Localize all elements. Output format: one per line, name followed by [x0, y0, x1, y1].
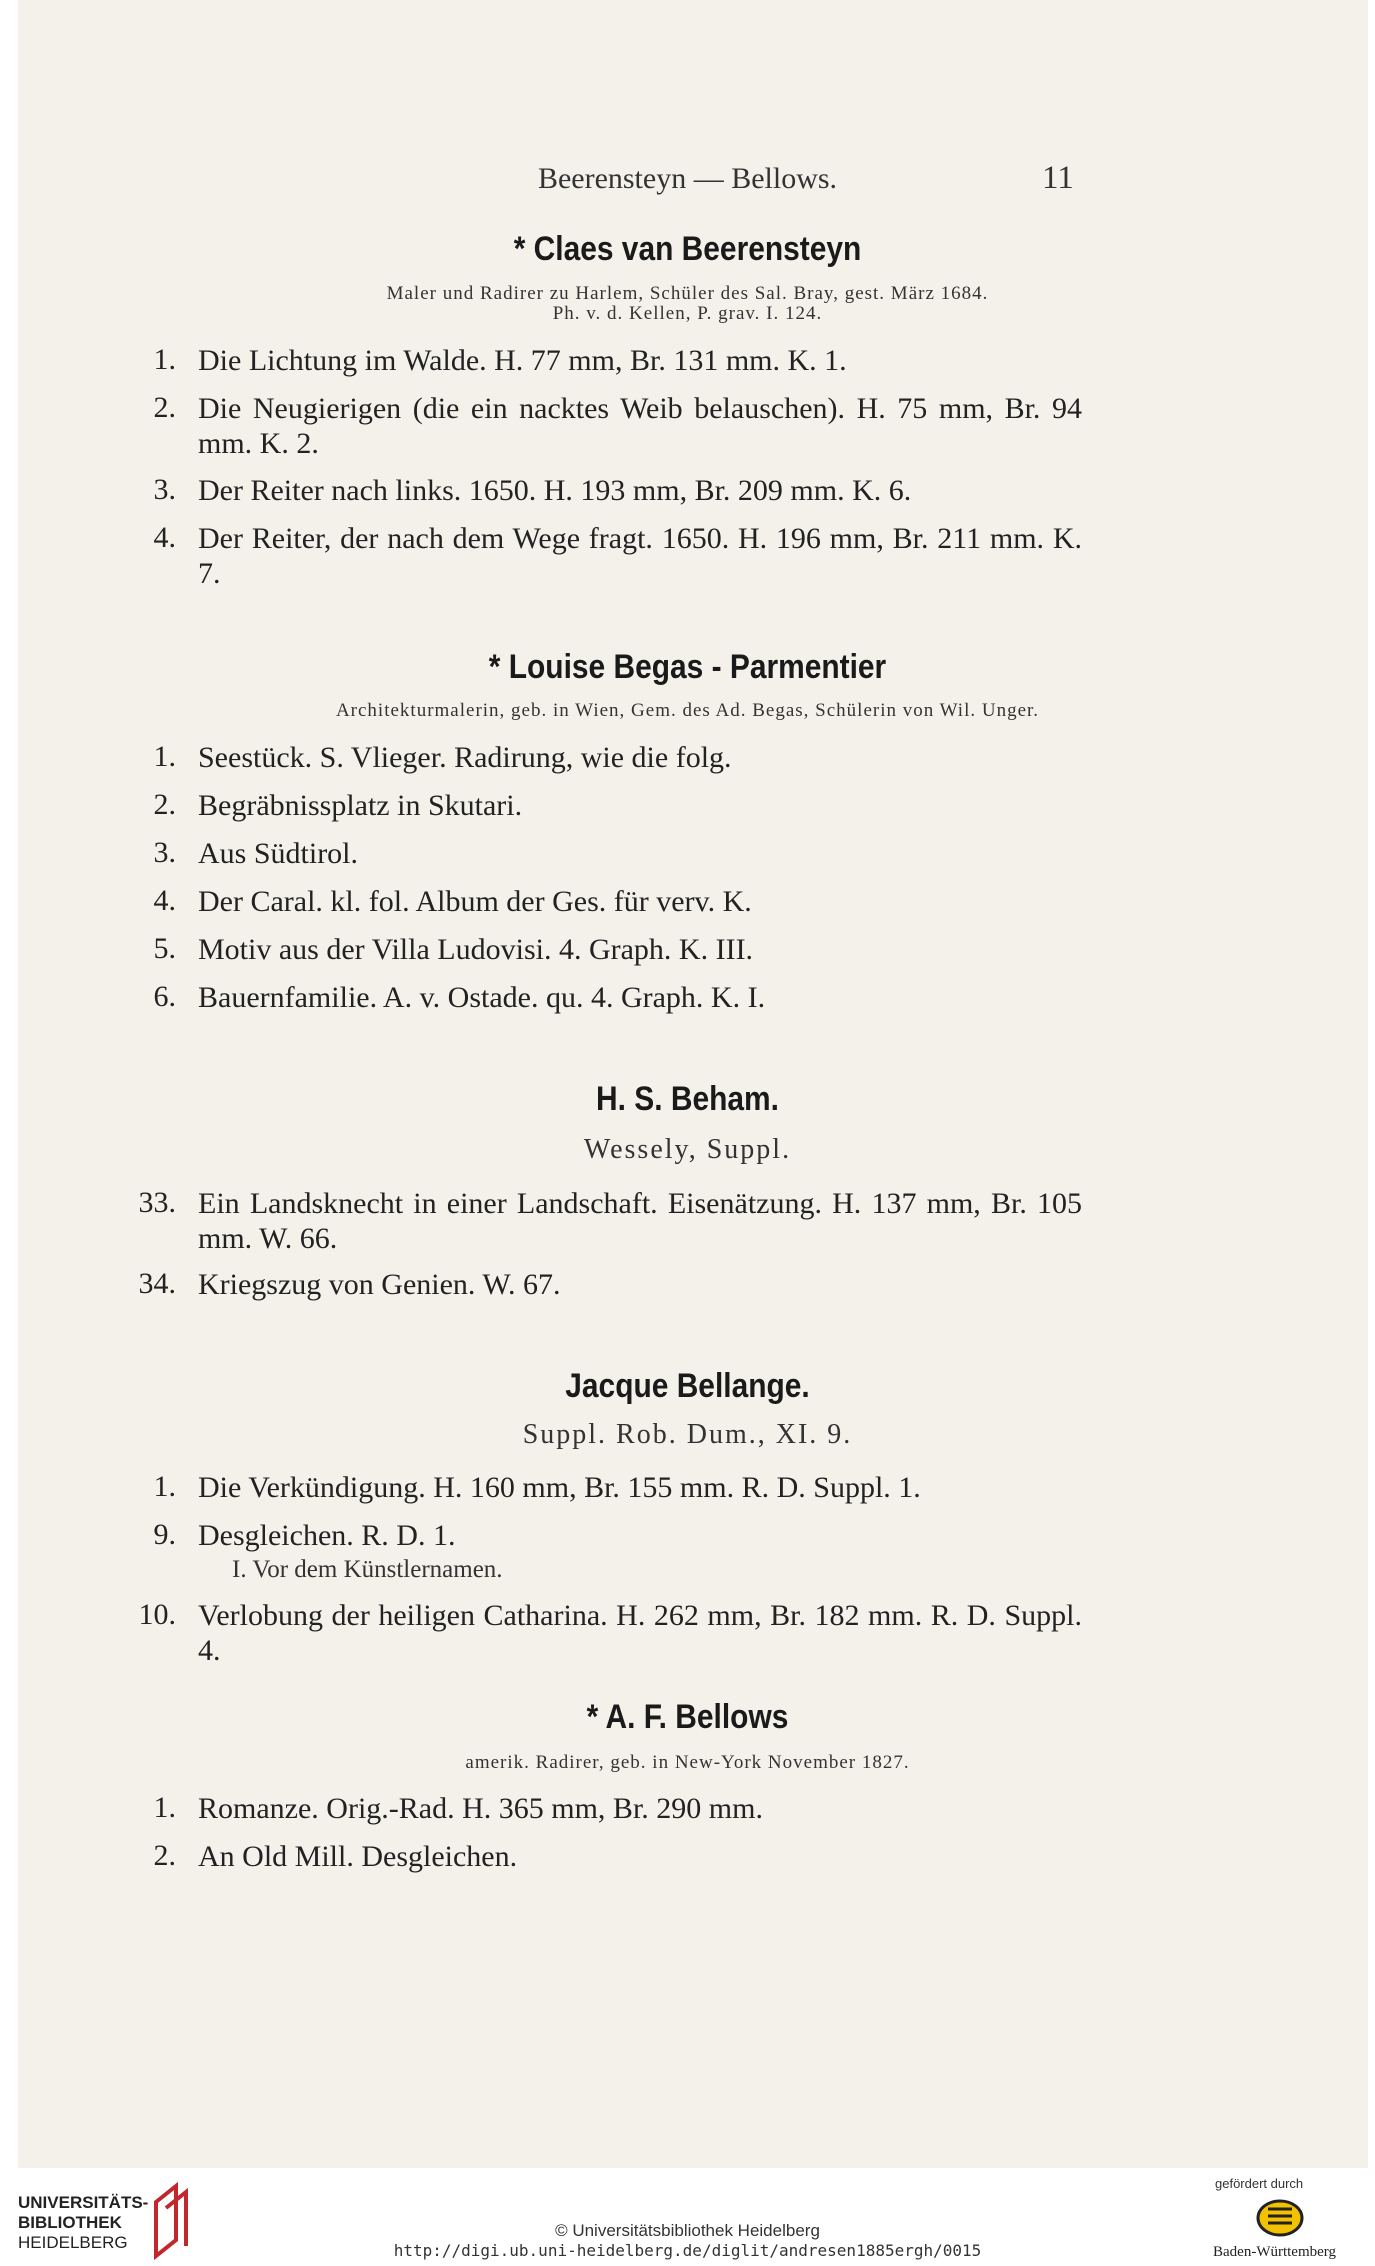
entry-number: 1.	[153, 1470, 176, 1503]
entry-text: Kriegszug von Genien. W. 67.	[198, 1268, 561, 1301]
entry-number: 2.	[153, 788, 176, 821]
entry-text: Die Lichtung im Walde. H. 77 mm, Br. 131 mm. K. 1.	[198, 344, 847, 377]
logo-line: BIBLIOTHEK	[18, 2213, 122, 2232]
section-subtitle: Wessely, Suppl.	[583, 1134, 792, 1165]
section-subtitle: Architekturmalerin, geb. in Wien, Gem. des Ad. Begas, Schülerin von Wil. Unger.	[335, 700, 1040, 721]
entry-number: 34.	[138, 1267, 176, 1300]
entry-note: I. Vor dem Künstlernamen.	[232, 1556, 503, 1583]
sponsor-name: Baden-Württemberg	[1213, 2244, 1337, 2260]
section-subtitle: Ph. v. d. Kellen, P. grav. I. 124.	[552, 303, 823, 324]
copyright-notice: © Universitätsbibliothek Heidelberg	[555, 2221, 820, 2240]
section-heading: * Claes van Beerensteyn	[513, 230, 862, 268]
source-url-link[interactable]: http://digi.ub.uni-heidelberg.de/diglit/andresen1885ergh/0015	[393, 2241, 982, 2260]
sponsor-label: gefördert durch	[1215, 2176, 1304, 2191]
entry-number: 1.	[153, 1791, 176, 1824]
entry-text: An Old Mill. Desgleichen.	[198, 1840, 518, 1873]
entry-number: 3.	[153, 473, 176, 506]
entry-text: Die Neugierigen (die ein nacktes Weib belauschen). H. 75 mm, Br. 94 mm. K. 2.	[198, 392, 1082, 460]
entry-number: 1.	[153, 740, 176, 773]
entry-text: Die Verkündigung. H. 160 mm, Br. 155 mm. R. D. Suppl. 1.	[198, 1471, 921, 1504]
entry-number: 9.	[153, 1518, 176, 1551]
entry-number: 2.	[153, 1839, 176, 1872]
section-heading: Jacque Bellange.	[565, 1367, 810, 1405]
section-heading: * A. F. Bellows	[586, 1698, 789, 1736]
entry-number: 4.	[153, 521, 176, 554]
entry-number: 33.	[138, 1186, 176, 1219]
entry-text: Der Reiter, der nach dem Wege fragt. 1650. H. 196 mm, Br. 211 mm. K. 7.	[198, 522, 1082, 590]
entry-text: Desgleichen. R. D. 1.	[198, 1519, 456, 1552]
entry-number: 6.	[153, 980, 176, 1013]
entry-text: Der Reiter nach links. 1650. H. 193 mm, Br. 209 mm. K. 6.	[198, 474, 912, 507]
entry-number: 2.	[153, 391, 176, 424]
running-header: Beerensteyn — Bellows.	[537, 162, 838, 195]
entry-text: Der Caral. kl. fol. Album der Ges. für verv. K.	[198, 885, 752, 918]
coat-of-arms-icon	[1255, 2198, 1305, 2238]
page-number: 11	[1042, 160, 1074, 196]
entry-number: 5.	[153, 932, 176, 965]
entry-text: Romanze. Orig.-Rad. H. 365 mm, Br. 290 mm.	[198, 1792, 763, 1825]
section-subtitle: Suppl. Rob. Dum., XI. 9.	[522, 1419, 853, 1450]
entry-text: Seestück. S. Vlieger. Radirung, wie die folg.	[198, 741, 732, 774]
entry-number: 10.	[138, 1598, 176, 1631]
entry-text: Verlobung der heiligen Catharina. H. 262 mm, Br. 182 mm. R. D. Suppl. 4.	[198, 1599, 1082, 1667]
section-heading: H. S. Beham.	[596, 1080, 779, 1118]
entry-text: Aus Südtirol.	[198, 837, 359, 870]
entry-text: Begräbnissplatz in Skutari.	[198, 789, 523, 822]
entry-number: 4.	[153, 884, 176, 917]
section-subtitle: Maler und Radirer zu Harlem, Schüler des Sal. Bray, gest. März 1684.	[386, 283, 989, 304]
entry-number: 1.	[153, 343, 176, 376]
section-subtitle: amerik. Radirer, geb. in New-York November 1827.	[465, 1752, 910, 1773]
logo-line: HEIDELBERG	[18, 2233, 128, 2252]
entry-text: Motiv aus der Villa Ludovisi. 4. Graph. K. III.	[198, 933, 754, 966]
entry-number: 3.	[153, 836, 176, 869]
section-heading: * Louise Begas - Parmentier	[488, 648, 887, 686]
entry-text: Ein Landsknecht in einer Landschaft. Eisenätzung. H. 137 mm, Br. 105 mm. W. 66.	[198, 1187, 1082, 1255]
entry-text: Bauernfamilie. A. v. Ostade. qu. 4. Graph. K. I.	[198, 981, 766, 1014]
logo-line: UNIVERSITÄTS-	[18, 2193, 149, 2212]
